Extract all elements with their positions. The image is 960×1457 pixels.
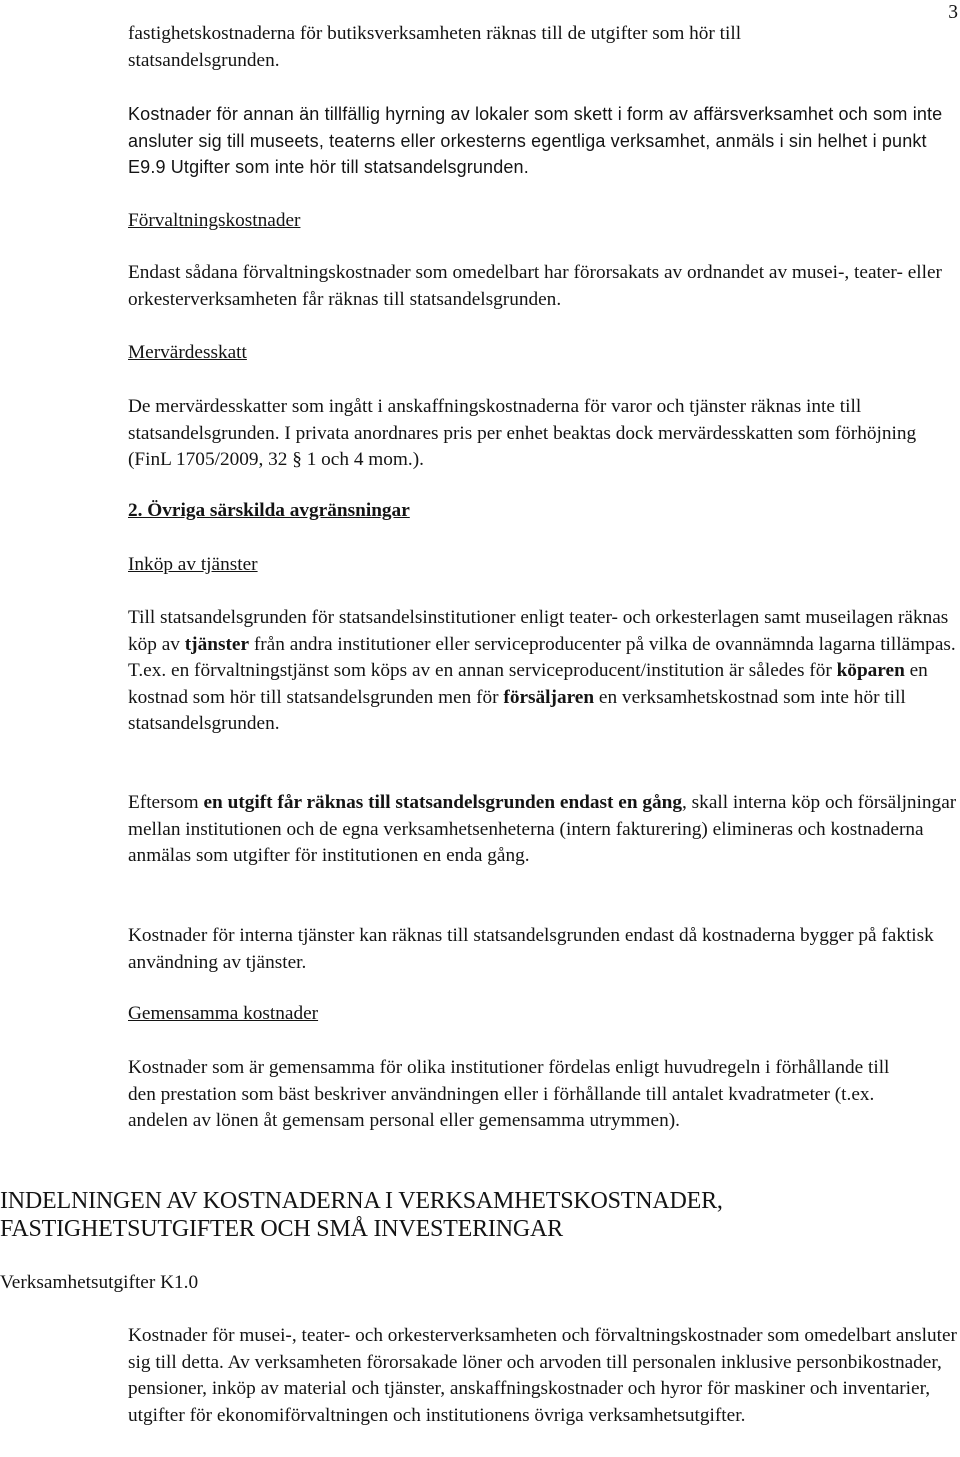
paragraph-mervardesskatt: De mervärdesskatter som ingått i anskaffningskostnaderna för varor och tjänster räknas inte till statsandelsgrunden. I privata anordnares pris per enhet beaktas dock mervärdesskatten som förhöjning (FinL 1705/2009, 32 § 1 och 4 mom.). [128, 396, 917, 470]
subheading-verksamhetsutgifter: Verksamhetsutgifter K1.0 [0, 1272, 199, 1293]
text-run: , skall interna köp och försäljningar mellan institutionen och de egna verksamhetsenheterna (intern fakturering) elimineras och kostnaderna anmälas som utgifter för institutionen en enda gång. [128, 792, 957, 866]
subheading-inkop-av-tjanster: Inköp av tjänster [128, 554, 258, 575]
main-heading-line: INDELNINGEN AV KOSTNADERNA I VERKSAMHETSKOSTNADER, [0, 1188, 723, 1214]
bold-term-forsaljaren: försäljaren [503, 686, 595, 708]
subheading-mervardesskatt: Mervärdesskatt [128, 342, 247, 363]
paragraph-inkop-av-tjanster [128, 605, 958, 738]
bold-term-koparen: köparen [836, 660, 905, 681]
paragraph-verksamhetsutgifter: Kostnader för musei-, teater- och orkesterverksamheten och förvaltningskostnader som omedelbart ansluter sig till detta. Av verksamheten förorsakade löner och arvoden till personalen inklusive personbikostnader, pensioner, inköp av material och tjänster, anskaffningskostnader och hyror för maskiner och inventarier, utgifter för ekonomiförvaltningen och institutionens övriga verksamhetsutgifter. [128, 1325, 957, 1426]
section-heading-2: 2. Övriga särskilda avgränsningar [128, 500, 410, 521]
paragraph-eftersom [128, 790, 958, 870]
text-run: från andra institutioner eller serviceproducenter på vilka de ovannämnda lagarna tillämpas. T.ex. en förvaltningstjänst som köps av en annan serviceproducent/institution är således för [128, 633, 956, 681]
text-run: Till statsandelsgrunden för statsandelsinstitutioner enligt teater- och orkesterlagen samt museilagen räknas köp av [128, 607, 949, 655]
text-run: Eftersom [128, 792, 204, 813]
paragraph-continued: fastighetskostnaderna för butiksverksamheten räknas till de utgifter som hör till statsandelsgrunden. [128, 23, 742, 71]
paragraph-gemensamma-kostnader: Kostnader som är gemensamma för olika institutioner fördelas enligt huvudregeln i förhållande till den prestation som bäst beskriver användningen eller i förhållande till antalet kvadratmeter (t.ex. andelen av lönen åt gemensam personal eller gemensamma utrymmen). [128, 1057, 890, 1131]
subheading-gemensamma-kostnader: Gemensamma kostnader [128, 1003, 319, 1024]
page-number: 3 [948, 2, 958, 23]
paragraph-hyrning: Kostnader för annan än tillfällig hyrning av lokaler som skett i form av affärsverksamhet och som inte ansluter sig till museets, teaterns eller orkesterns egentliga verksamhet, anmäls i sin helhet i punkt E9.9 Utgifter som inte hör till statsandelsgrunden. [128, 104, 943, 177]
main-heading-indelningen [0, 1187, 958, 1243]
bold-term-tjanster: tjänster [184, 633, 250, 655]
text-run: en kostnad som hör till statsandelsgrunden men för [128, 660, 928, 708]
subheading-forvaltningskostnader: Förvaltningskostnader [128, 210, 301, 231]
main-heading-line: FASTIGHETSUTGIFTER OCH SMÅ INVESTERINGAR [0, 1216, 563, 1242]
paragraph-interna-tjanster: Kostnader för interna tjänster kan räknas till statsandelsgrunden endast då kostnaderna bygger på faktisk användning av tjänster. [128, 925, 934, 973]
text-run: en verksamhetskostnad som inte hör till statsandelsgrunden. [128, 686, 906, 734]
paragraph-forvaltningskostnader: Endast sådana förvaltningskostnader som omedelbart har förorsakats av ordnandet av musei-, teater- eller orkesterverksamheten får räknas till statsandelsgrunden. [128, 262, 942, 310]
bold-emphasis: en utgift får räknas till statsandelsgrunden endast en gång [203, 792, 683, 813]
